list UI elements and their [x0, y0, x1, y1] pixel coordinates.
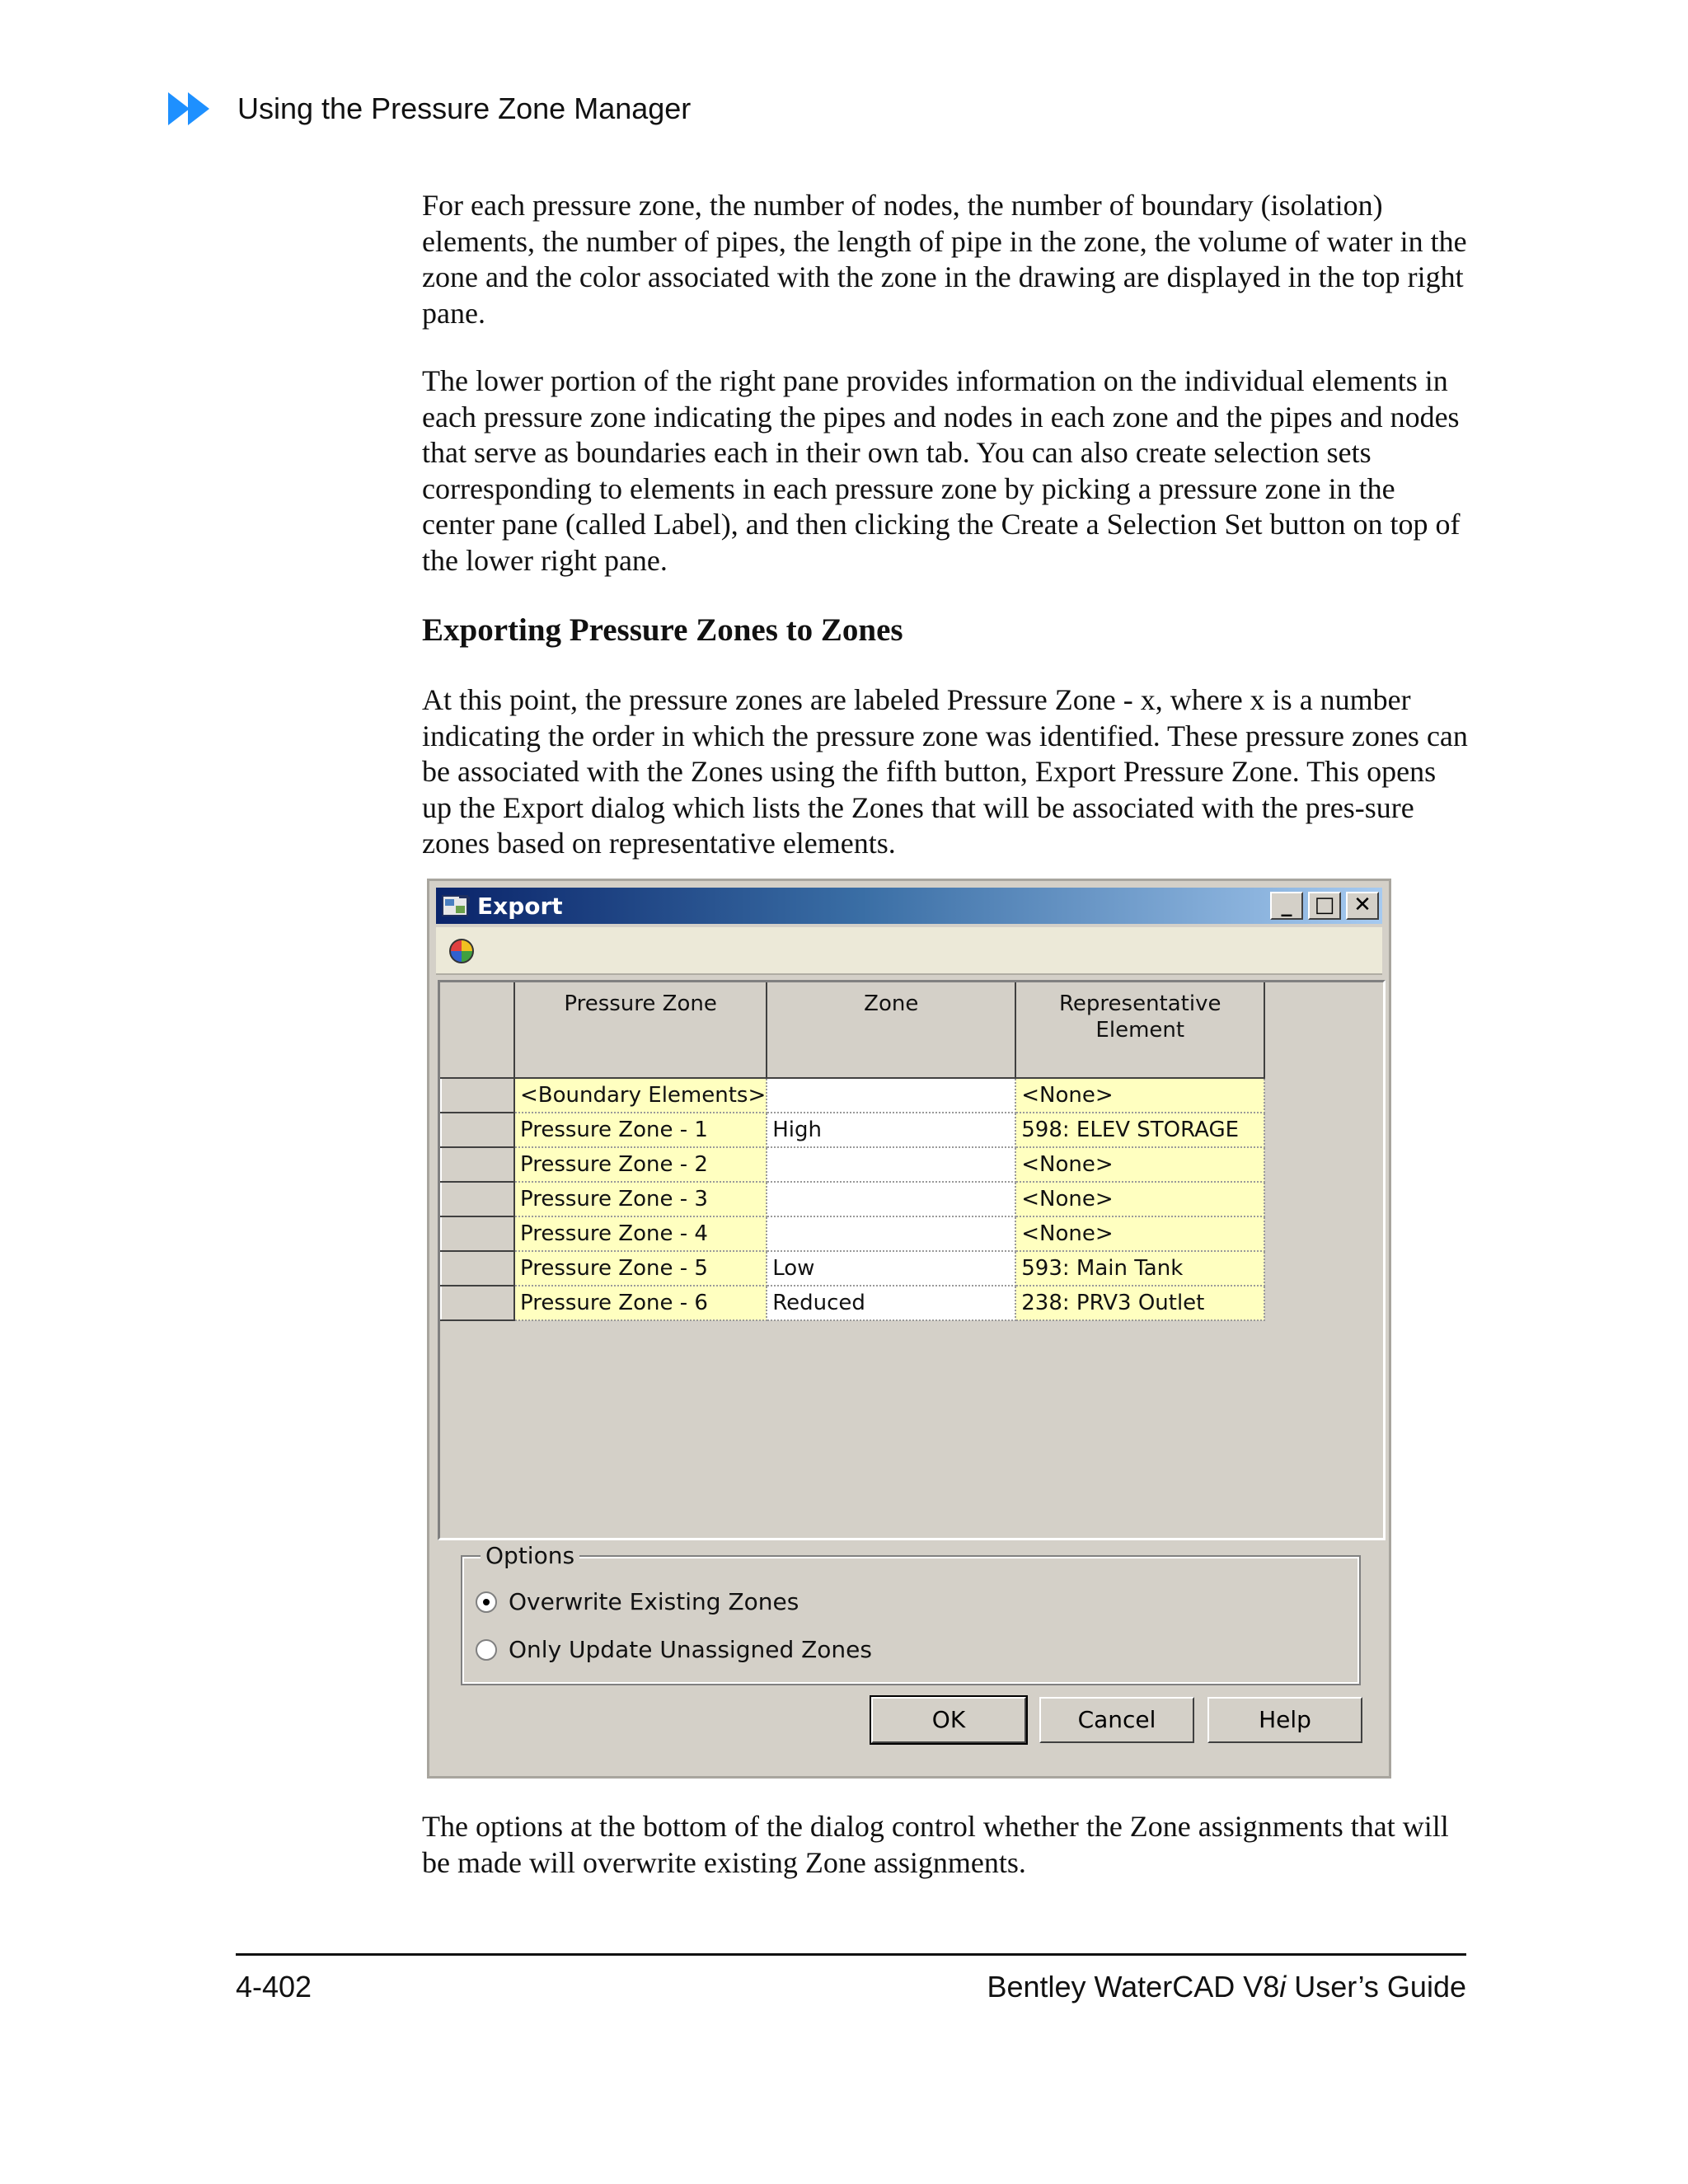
pressure-zone-cell: Pressure Zone - 1 [514, 1113, 767, 1147]
zone-table [440, 982, 1265, 1321]
book-title-suffix: User’s Guide [1286, 1970, 1466, 2004]
paragraph-options: The options at the bottom of the dialog control whether the Zone assignments that will be made will overwrite existing Zone assignments. [422, 1810, 1449, 1879]
row-selector[interactable] [441, 1216, 514, 1251]
close-button[interactable]: ✕ [1346, 892, 1379, 920]
representative-element-cell[interactable]: 238: PRV3 Outlet [1015, 1286, 1264, 1320]
pressure-zone-cell: Pressure Zone - 5 [514, 1251, 767, 1286]
pressure-zone-cell: <Boundary Elements> [514, 1078, 767, 1113]
help-button[interactable]: Help [1207, 1697, 1362, 1743]
row-selector[interactable] [441, 1147, 514, 1182]
options-group [462, 1542, 1359, 1684]
table-row[interactable] [441, 1251, 1264, 1286]
footer-rule [236, 1953, 1466, 1956]
representative-element-cell[interactable]: <None> [1015, 1216, 1264, 1251]
page-header [168, 89, 691, 129]
pressure-zone-cell: Pressure Zone - 3 [514, 1182, 767, 1216]
section-heading: Exporting Pressure Zones to Zones [422, 612, 903, 648]
options-legend: Options [481, 1542, 579, 1569]
zone-cell[interactable]: Reduced [767, 1286, 1015, 1320]
maximize-button[interactable]: □ [1308, 892, 1341, 920]
table-row[interactable] [441, 1147, 1264, 1182]
overwrite-option[interactable] [476, 1588, 799, 1615]
minimize-button[interactable]: _ [1270, 892, 1303, 920]
representative-element-cell[interactable]: <None> [1015, 1147, 1264, 1182]
representative-element-cell[interactable]: <None> [1015, 1182, 1264, 1216]
dialog-titlebar[interactable] [436, 888, 1382, 924]
only-update-option[interactable] [476, 1636, 872, 1663]
representative-element-cell[interactable]: 598: ELEV STORAGE [1015, 1113, 1264, 1147]
header-title: Using the Pressure Zone Manager [237, 91, 692, 125]
pressure-zone-cell: Pressure Zone - 2 [514, 1147, 767, 1182]
row-selector[interactable] [441, 1182, 514, 1216]
representative-element-cell[interactable]: <None> [1015, 1078, 1264, 1113]
table-row[interactable] [441, 1182, 1264, 1216]
book-title-italic: i [1279, 1970, 1287, 2004]
dialog-title: Export [477, 892, 563, 920]
page-number: 4-402 [236, 1970, 312, 2004]
zone-cell[interactable]: Low [767, 1251, 1015, 1286]
row-selector[interactable] [441, 1078, 514, 1113]
only-update-radio[interactable] [476, 1639, 497, 1661]
row-selector[interactable] [441, 1113, 514, 1147]
table-row[interactable] [441, 1078, 1264, 1113]
paragraph-lower-pane: The lower portion of the right pane provides information on the individual elements in each pressure zone indicating the pipes and nodes in each zone and the pipes and nodes that serve as boundaries each in their own tab. You can also create selection sets corresponding to elements in each pressure zone by picking a pressure zone in the center pane (called Label), and then clicking the Create a Selection Set button on top of the lower right pane. [422, 364, 1461, 577]
book-title [987, 1970, 1466, 2004]
zone-cell[interactable] [767, 1078, 1015, 1113]
overwrite-label[interactable]: Overwrite Existing Zones [509, 1588, 799, 1615]
zone-grid [438, 980, 1386, 1540]
column-header-representative-element[interactable]: Representative Element [1015, 982, 1264, 1078]
table-row[interactable] [441, 1113, 1264, 1147]
ok-button[interactable]: OK [871, 1697, 1026, 1743]
column-header-zone[interactable]: Zone [767, 982, 1015, 1078]
zone-cell[interactable] [767, 1216, 1015, 1251]
row-header-corner [441, 982, 514, 1078]
only-update-label[interactable]: Only Update Unassigned Zones [509, 1636, 872, 1663]
pressure-zone-cell: Pressure Zone - 6 [514, 1286, 767, 1320]
overwrite-radio[interactable] [476, 1591, 497, 1613]
zone-cell[interactable] [767, 1182, 1015, 1216]
row-selector[interactable] [441, 1251, 514, 1286]
zone-cell[interactable] [767, 1147, 1015, 1182]
table-row[interactable] [441, 1216, 1264, 1251]
dialog-toolbar [436, 927, 1382, 975]
column-header-pressure-zone[interactable]: Pressure Zone [514, 982, 767, 1078]
window-controls [1265, 892, 1379, 920]
export-dialog [427, 879, 1391, 1779]
paragraph-zone-summary: For each pressure zone, the number of nodes, the number of boundary (isolation) elements, the number of pipes, the length of pipe in the zone, the volume of water in the zone and the color associated with the zone in the drawing are displayed in the top right pane. [422, 189, 1467, 330]
row-selector[interactable] [441, 1286, 514, 1320]
cancel-button[interactable]: Cancel [1039, 1697, 1194, 1743]
representative-element-cell[interactable]: 593: Main Tank [1015, 1251, 1264, 1286]
book-title-main: Bentley WaterCAD V8 [987, 1970, 1280, 2004]
pressure-zone-cell: Pressure Zone - 4 [514, 1216, 767, 1251]
paragraph-export-intro: At this point, the pressure zones are labeled Pressure Zone - x, where x is a number indicating the order in which the pressure zone was identified. These pressure zones can be associated with the Zones using the fifth button, Export Pressure Zone. This opens up the Export dialog which lists the Zones that will be associated with the pres-sure zones based on representative elements. [422, 683, 1468, 860]
export-app-icon [441, 893, 472, 918]
zone-cell[interactable]: High [767, 1113, 1015, 1147]
double-arrow-icon [168, 91, 221, 127]
color-wheel-icon[interactable] [448, 937, 476, 965]
table-row[interactable] [441, 1286, 1264, 1320]
